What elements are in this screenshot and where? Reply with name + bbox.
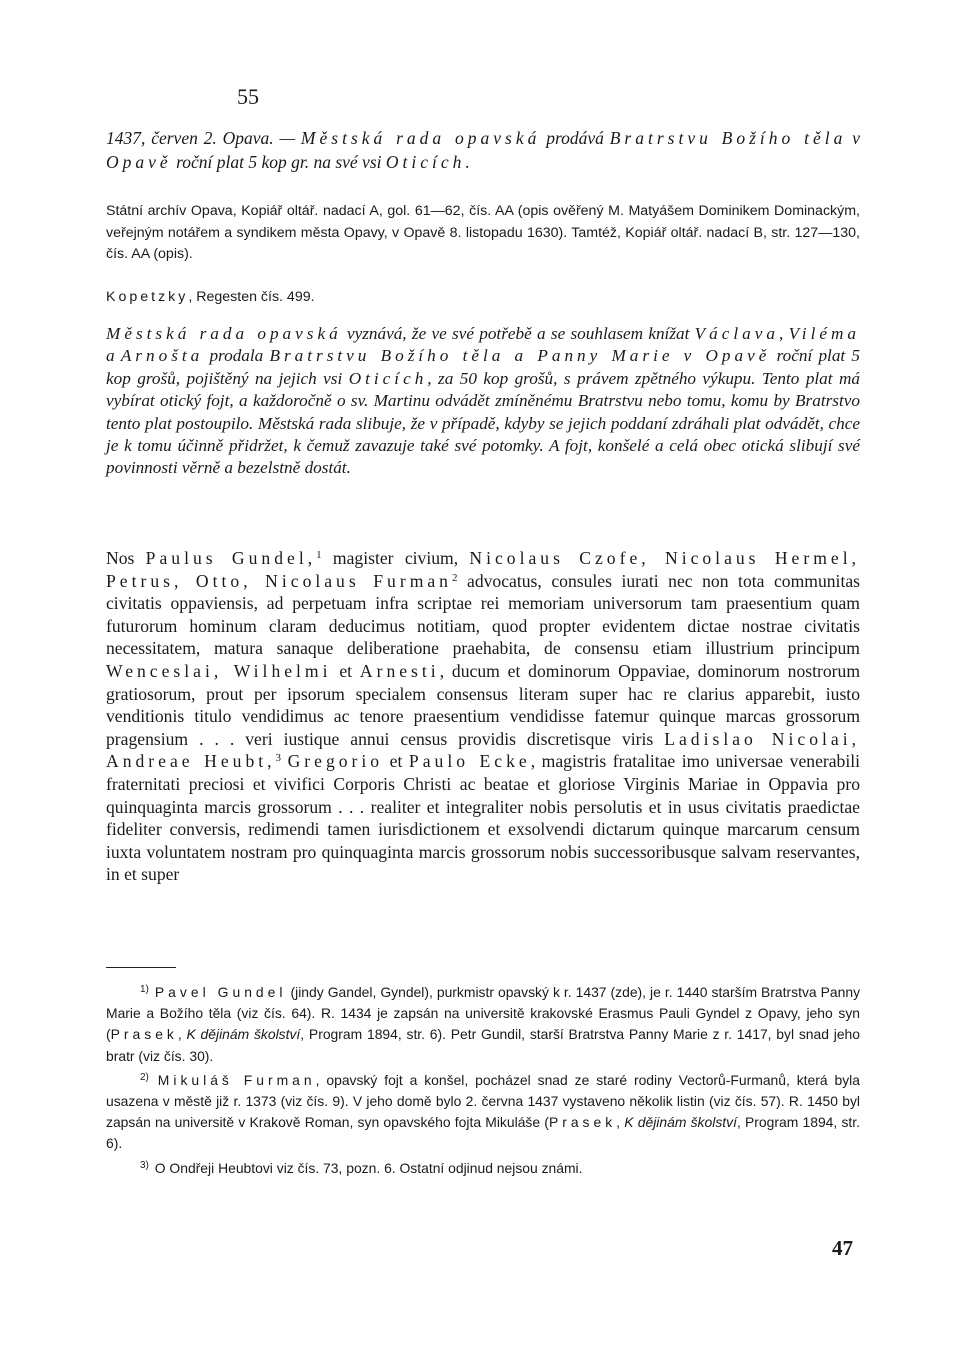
heading-place: Opavě bbox=[106, 152, 172, 172]
latin-part: Arnesti bbox=[359, 660, 440, 681]
footnote-title: K dějinám školství bbox=[624, 1114, 737, 1131]
summary-part: Městská rada opavská bbox=[106, 324, 342, 343]
footnote-name: Mikuláš Furman bbox=[157, 1071, 316, 1088]
czech-summary bbox=[106, 323, 860, 480]
footnote-name: Pavel Gundel bbox=[154, 984, 287, 1000]
latin-part: , ducum et dominorum Oppaviae, dominorum nostrorum gratiosorum, prout per ipsorum specialem consensus literam super hac re clarius apparebit, iusto venditionis titulo vendidimus ac tenore praesentium vendidisse fatemur quinque marcas grossorum pragensium . . . veri iustique annui census providis discretisque viris bbox=[106, 660, 860, 749]
footnote bbox=[106, 1070, 860, 1155]
footnote-title: K dějinám školství bbox=[186, 1026, 301, 1043]
regest-author: Kopetzky bbox=[106, 289, 189, 305]
footnote-text: , Program 1894, str. 6). Petr Gundil, starší Bratrstva Panny Marie z r. 1417, byl snad jeho bratr (viz čís. 30). bbox=[106, 1026, 860, 1064]
latin-part: , magistris fratalitae imo universae venerabili fraternitati preciosi et vivifici Corporis Christi ac beatae et gloriose Virginis Mariae in Oppavia pro quinquaginta marcis grossorum . . . realiter et integraliter nobis persolutis et in usus civitatis praedictae fideliter conversis, redimendi tamen iurisdictionem et exsolvendi dictarum quinque marcarum censum iuxta voluntatem nostram pro quinquaginta marcis grossorum nobis successoribusque salvam reservantes, in et super bbox=[106, 751, 861, 885]
footnote bbox=[106, 982, 860, 1067]
summary-part: Bratrstvu Božího těla a Panny Marie v Opavě bbox=[269, 346, 771, 366]
latin-part: et bbox=[383, 751, 409, 772]
latin-part: Wenceslai, Wilhelmi bbox=[106, 660, 332, 681]
regest-reference bbox=[106, 287, 860, 309]
summary-part: prodala bbox=[203, 346, 270, 366]
regest-rest: , Regesten čís. 499. bbox=[188, 289, 315, 305]
footnote-ref-3: 3 bbox=[275, 752, 282, 765]
heading-fraternity: Bratrstvu Božího těla bbox=[609, 128, 847, 148]
heading-verb: prodává bbox=[540, 128, 610, 148]
summary-part: Arnošta bbox=[120, 346, 204, 366]
summary-part: vyznává, že ve své potřebě a se souhlasem knížat bbox=[341, 324, 695, 343]
footnote-text: O Ondřeji Heubtovi viz čís. 73, pozn. 6. Ostatní odjinud nejsou známi. bbox=[154, 1159, 583, 1176]
latin-part: Ladislao Nicolai, Andreae Heubt, bbox=[106, 728, 860, 772]
summary-part: , bbox=[779, 324, 789, 343]
footnote-text: , Program 1894, str. 6). bbox=[106, 1114, 861, 1152]
latin-part: Nos bbox=[106, 548, 146, 568]
footnote-text: , opavský fojt a konšel, pocházel snad ze staré rodiny Vectorů-Furmanů, která byla usazena v městě již r. 1373 (viz čís. 9). V jeho domě bylo 2. června 1437 vystaveno několik listin (viz čís. 57). R. 1450 byl zapsán na universitě v Krakově Roman, syn opavského fojta Mikuláše ( bbox=[106, 1071, 860, 1131]
latin-part: Paulo Ecke bbox=[408, 751, 531, 772]
heading-village: Oticích bbox=[385, 152, 466, 172]
latin-part: et bbox=[331, 660, 360, 681]
footnote-author: Prasek bbox=[110, 1026, 178, 1043]
summary-part: , za 50 kop grošů, s právem zpětného výkupu. Tento plat má vybírat otický fojt, a každoročně o sv. Martinu odvádět zmíněnému Bratrstvu nebo tomu, komu by Bratrstvo tento plat postoupilo. Městská rada slibuje, že v případě, kdyby se jejich poddaní zdráhali plat odvádět, chce je k tomu účinně přidržet, k čemuž zavazuje také své potomky. A fojt, konšelé a celá obec otická slibují své povinnosti věrně a bezelstně dostát. bbox=[106, 368, 860, 478]
latin-part: Nicolaus Czofe, Nicolaus Hermel, Petrus, Otto, Nicolaus Furman bbox=[106, 548, 860, 591]
footnote-ref-2: 2 bbox=[451, 571, 458, 584]
summary-part: Oticích bbox=[348, 368, 428, 388]
latin-part: advocatus, consules iurati nec non tota communitas civitatis oppaviensis, ad perpetuam infra scriptae rei memoriam universorum tam praesentium quam futurorum hominum claram deducimus notitiam, quod propter evidentem dictae nostrae civitatis necessitatem, matura sanaque deliberatione praehabita, de consensu etiam illustrium principum bbox=[106, 570, 860, 659]
latin-part: magister civium, bbox=[321, 548, 470, 568]
footnote-mark: 3) bbox=[140, 1159, 149, 1171]
latin-part: Paulus Gundel, bbox=[145, 548, 317, 568]
footnote bbox=[106, 1158, 860, 1179]
footnote-text: , bbox=[177, 1026, 187, 1043]
charter-heading bbox=[106, 126, 860, 174]
footnote-mark: 1) bbox=[140, 984, 149, 995]
heading-mid: v bbox=[846, 128, 860, 148]
archive-note: Státní archív Opava, Kopiář oltář. nadací A, gol. 61—62, čís. AA (opis ověřený M. Matyášem Dominikem Dominackým, veřejným notářem a syndikem města Opavy, v Opavě 8. listopadu 1630). Tamtéž, Kopiář oltář. nadací B, str. 127—130, čís. AA (opis). bbox=[106, 203, 860, 262]
footnote-mark: 2) bbox=[140, 1071, 149, 1083]
footnote-text: , bbox=[616, 1114, 625, 1131]
latin-charter-text bbox=[106, 547, 860, 886]
footnote-divider bbox=[106, 967, 176, 968]
page-number-top: 55 bbox=[237, 84, 259, 109]
summary-part: Václava bbox=[694, 324, 779, 343]
heading-end: . bbox=[465, 152, 470, 172]
summary-part: roční plat 5 kop grošů, pojištěný na jejich vsi bbox=[106, 346, 860, 388]
footnote-author: Prasek bbox=[548, 1114, 617, 1131]
footnote-text: (jindy Gandel, Gyndel), purkmistr opavský k r. 1437 (zde), je r. 1440 starším Bratrstva Panny Marie a Božího těla (viz čís. 64). R. 1434 je zapsán na universitě krakovské Erasmus Pauli Gyndel z Opavy, jeho syn ( bbox=[106, 984, 861, 1043]
summary-part: Viléma bbox=[788, 324, 860, 343]
footnote-ref-1: 1 bbox=[316, 549, 322, 561]
summary-part: a bbox=[106, 346, 121, 366]
footnotes bbox=[106, 982, 860, 1182]
heading-subject: Městská rada opavská bbox=[300, 128, 541, 148]
heading-rest: roční plat 5 kop gr. na své vsi bbox=[171, 152, 386, 172]
page-number-bottom: 47 bbox=[832, 1236, 853, 1260]
latin-part: Gregorio bbox=[287, 751, 384, 772]
heading-date: 1437, červen 2. Opava. — bbox=[106, 128, 301, 148]
